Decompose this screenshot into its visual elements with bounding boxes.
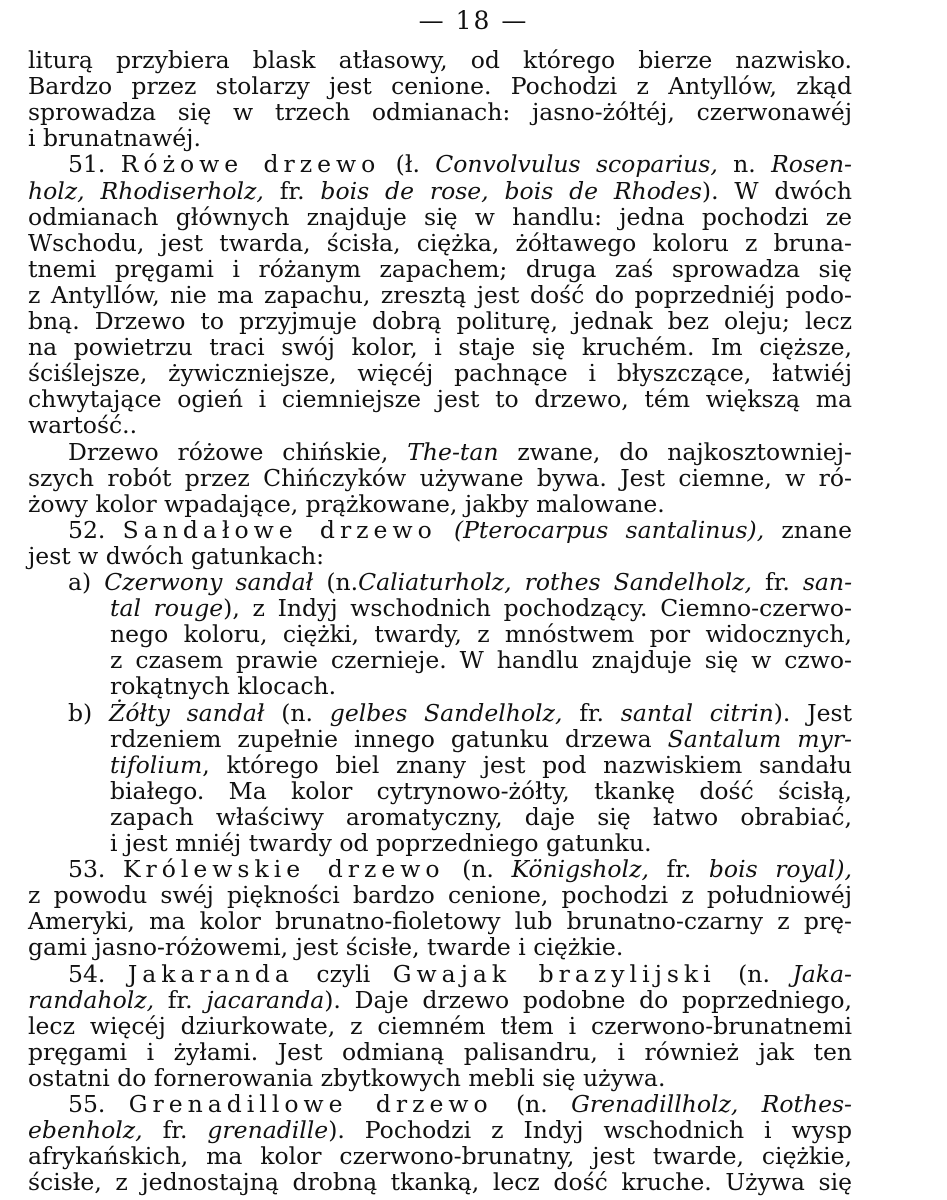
text-line xyxy=(28,1169,852,1195)
text-run: Ameryki, ma kolor brunatno-fioletowy lub brunatno-czarny z prę- xyxy=(28,907,852,936)
text-run xyxy=(437,516,454,544)
text-run: afrykańskich, ma kolor czerwono-brunatny, jest twarde, ciężkie, xyxy=(28,1142,852,1171)
text-run: na powietrzu traci swój kolor, i staje się kruchém. Im cięższe, xyxy=(28,333,852,362)
text-run: rokątnych klocach. xyxy=(110,672,337,701)
text-line xyxy=(28,47,852,73)
text-line xyxy=(28,360,852,386)
spaced-heading: Gwajak brazylijski xyxy=(392,959,716,988)
italic-term: Convolvulus scoparius, xyxy=(435,150,718,179)
text-run: (n. xyxy=(444,855,512,884)
italic-term: Königsholz, xyxy=(511,855,649,884)
text-line xyxy=(110,595,852,621)
text-run: z powodu swéj piękności bardzo cenione, pochodzi z południowéj xyxy=(28,881,852,910)
page-number: — 18 — xyxy=(418,6,529,35)
text-run: i jest mniéj twardy od poprzedniego gatunku. xyxy=(110,829,652,857)
text-run: chwytające ogień i ciemniejsze jest to drzewo, tém większą ma xyxy=(28,385,852,414)
italic-term: The-tan xyxy=(407,437,499,466)
italic-term: (Pterocarpus santalinus), xyxy=(453,515,765,544)
text-run: sprowadza się w trzech odmianach: jasno-żółtéj, czerwonawéj xyxy=(28,98,852,127)
text-line xyxy=(28,543,852,569)
spaced-heading: Sandałowe drzewo xyxy=(122,515,437,544)
italic-term: bois royal), xyxy=(708,855,853,884)
text-run: n. xyxy=(717,150,772,179)
text-line xyxy=(28,1117,852,1143)
text-line xyxy=(28,412,852,438)
italic-term: jacaranda xyxy=(206,985,325,1014)
text-line xyxy=(28,1039,852,1065)
text-line xyxy=(28,1013,852,1039)
text-run: zapach właściwy aromatyczny, daje się łatwo obrabiać, xyxy=(110,802,852,831)
text-line xyxy=(28,882,852,908)
text-run: ). Jest xyxy=(773,698,853,727)
italic-term: Żółty sandał xyxy=(109,698,265,727)
text-run: znane xyxy=(764,515,852,544)
spaced-heading: Jakaranda xyxy=(127,959,294,988)
italic-term: randaholz, xyxy=(28,985,155,1014)
text-run: z czasem prawie czernieje. W handlu znajduje się w czwo- xyxy=(110,646,852,675)
text-run: białego. Ma kolor cytrynowo-żółty, tkankę dość ścisłą, xyxy=(110,776,852,805)
text-run: rdzeniem zupełnie innego gatunku drzewa xyxy=(110,724,668,753)
text-run: ). Pochodzi z Indyj wschodnich i wysp xyxy=(328,1116,852,1145)
italic-term: gelbes Sandelholz, xyxy=(329,698,563,727)
text-run: ostatni do fornerowania zbytkowych mebli się używa. xyxy=(28,1063,666,1092)
text-line xyxy=(110,647,852,673)
text-run: gami jasno-różowemi, jest ścisłe, twarde i ciężkie. xyxy=(28,933,624,962)
italic-term: tal rouge xyxy=(110,594,224,623)
text-run: fr. xyxy=(751,568,803,596)
text-run: fr. xyxy=(154,985,207,1014)
text-line xyxy=(28,99,852,125)
text-line xyxy=(28,491,852,517)
text-line xyxy=(68,856,852,882)
italic-term: Grenadillholz, Rothes- xyxy=(571,1090,853,1118)
text-run: 53. xyxy=(68,855,123,884)
text-run: , którego biel znany jest pod nazwiskiem sandału xyxy=(202,750,852,779)
italic-term: Santalum myr- xyxy=(667,724,852,753)
text-run: jest w dwóch gatunkach: xyxy=(28,541,325,570)
italic-term: Czerwony sandał xyxy=(104,568,314,596)
text-run: z Antyllów, nie ma zapachu, zresztą jest dość do poprzedniéj podo- xyxy=(28,280,852,309)
text-run: nego koloru, ciężki, twardy, z mnóstwem por widocznych, xyxy=(110,620,852,649)
text-line xyxy=(110,830,852,856)
text-run: ). Daje drzewo podobne do poprzedniego, xyxy=(324,985,852,1014)
text-run: Drzewo różowe chińskie, xyxy=(68,437,408,466)
text-run: pręgami i żyłami. Jest odmianą palisandru, i również jak ten xyxy=(28,1037,852,1066)
text-run: zwane, do najkosztowniej- xyxy=(498,437,852,466)
text-run: ). W dwóch xyxy=(701,176,852,205)
text-line xyxy=(28,256,852,282)
text-line xyxy=(28,334,852,360)
text-run: żowy kolor wpadające, prążkowane, jakby malowane. xyxy=(28,489,665,518)
text-line xyxy=(28,465,852,491)
text-run: szych robót przez Chińczyków używane bywa. Jest ciemne, w ró- xyxy=(28,463,852,492)
text-run: 54. xyxy=(68,959,128,988)
text-line xyxy=(28,178,852,204)
text-run: fr. xyxy=(562,698,621,727)
text-run: fr. xyxy=(648,855,709,884)
text-run: b) xyxy=(68,698,109,727)
text-line xyxy=(68,517,852,543)
italic-term: bois de rose, bois de Rhodes xyxy=(320,176,702,205)
text-run: odmianach głównych znajduje się w handlu: jedna pochodzi ze xyxy=(28,202,852,231)
text-run: czyli xyxy=(293,959,393,988)
text-line xyxy=(28,73,852,99)
text-line xyxy=(28,908,852,934)
text-run: ), z Indyj wschodnich pochodzący. Ciemno-czerwo- xyxy=(223,594,852,623)
italic-term: san- xyxy=(802,568,853,596)
text-line xyxy=(68,569,852,595)
text-run: (n. xyxy=(313,568,359,596)
italic-term: ebenholz, xyxy=(28,1116,143,1145)
italic-term: Caliaturholz, rothes Sandelholz, xyxy=(358,568,752,596)
text-run: (n. xyxy=(492,1090,572,1118)
italic-term: holz, Rhodiserholz, xyxy=(28,176,264,205)
spaced-heading: Grenadillowe drzewo xyxy=(128,1090,493,1118)
text-run: (n. xyxy=(715,959,793,988)
text-run: ścisłe, z jednostajną drobną tkanką, lecz dość kruche. Używa się xyxy=(28,1168,852,1197)
text-line xyxy=(68,961,852,987)
text-run: (ł. xyxy=(380,150,436,179)
text-run: Wschodu, jest twarda, ścisła, ciężka, żółtawego koloru z bruna- xyxy=(28,228,852,257)
italic-term: tifolium xyxy=(110,750,203,779)
text-line xyxy=(28,386,852,412)
italic-term: Rosen- xyxy=(771,150,852,179)
text-run: ściślejsze, żywiczniejsze, więcéj pachnące i błyszczące, łatwiéj xyxy=(28,359,852,388)
text-run: 52. xyxy=(68,515,123,544)
italic-term: santal citrin xyxy=(620,698,774,727)
text-line xyxy=(68,700,852,726)
text-run: i brunatnawéj. xyxy=(28,124,201,153)
text-line xyxy=(28,1065,852,1091)
text-run: fr. xyxy=(142,1116,208,1145)
text-run: bną. Drzewo to przyjmuje dobrą politurę, jednak bez oleju; lecz xyxy=(28,307,852,335)
text-line xyxy=(110,726,852,752)
text-line xyxy=(28,282,852,308)
text-run: 55. xyxy=(68,1090,129,1118)
italic-term: grenadille xyxy=(207,1116,329,1145)
text-run: liturą przybiera blask atłasowy, od którego bierze nazwisko. xyxy=(28,46,852,74)
text-line xyxy=(28,308,852,334)
text-line xyxy=(28,204,852,230)
text-line xyxy=(68,1091,852,1117)
text-line xyxy=(28,1143,852,1169)
text-run: (n. xyxy=(264,698,330,727)
text-run: Bardzo przez stolarzy jest cenione. Pochodzi z Antyllów, zkąd xyxy=(28,72,852,101)
text-run: 51. xyxy=(68,150,121,179)
text-line xyxy=(28,987,852,1013)
italic-term: Jaka- xyxy=(792,959,852,988)
text-line xyxy=(110,752,852,778)
text-run: fr. xyxy=(263,176,321,205)
text-run: tnemi pręgami i różanym zapachem; druga zaś sprowadza się xyxy=(28,254,852,283)
text-run: a) xyxy=(68,568,105,596)
text-line xyxy=(110,804,852,830)
text-line xyxy=(110,621,852,647)
text-line xyxy=(110,778,852,804)
spaced-heading: Królewskie drzewo xyxy=(122,855,445,884)
text-line xyxy=(110,673,852,699)
text-line xyxy=(68,439,852,465)
spaced-heading: Różowe drzewo xyxy=(120,150,381,179)
text-run: lecz więcéj dziurkowate, z ciemném tłem i czerwono-brunatnemi xyxy=(28,1011,852,1040)
text-run: wartość.. xyxy=(28,411,138,440)
text-line xyxy=(28,934,852,960)
text-line xyxy=(28,125,852,151)
text-line xyxy=(68,151,852,177)
text-line xyxy=(28,230,852,256)
